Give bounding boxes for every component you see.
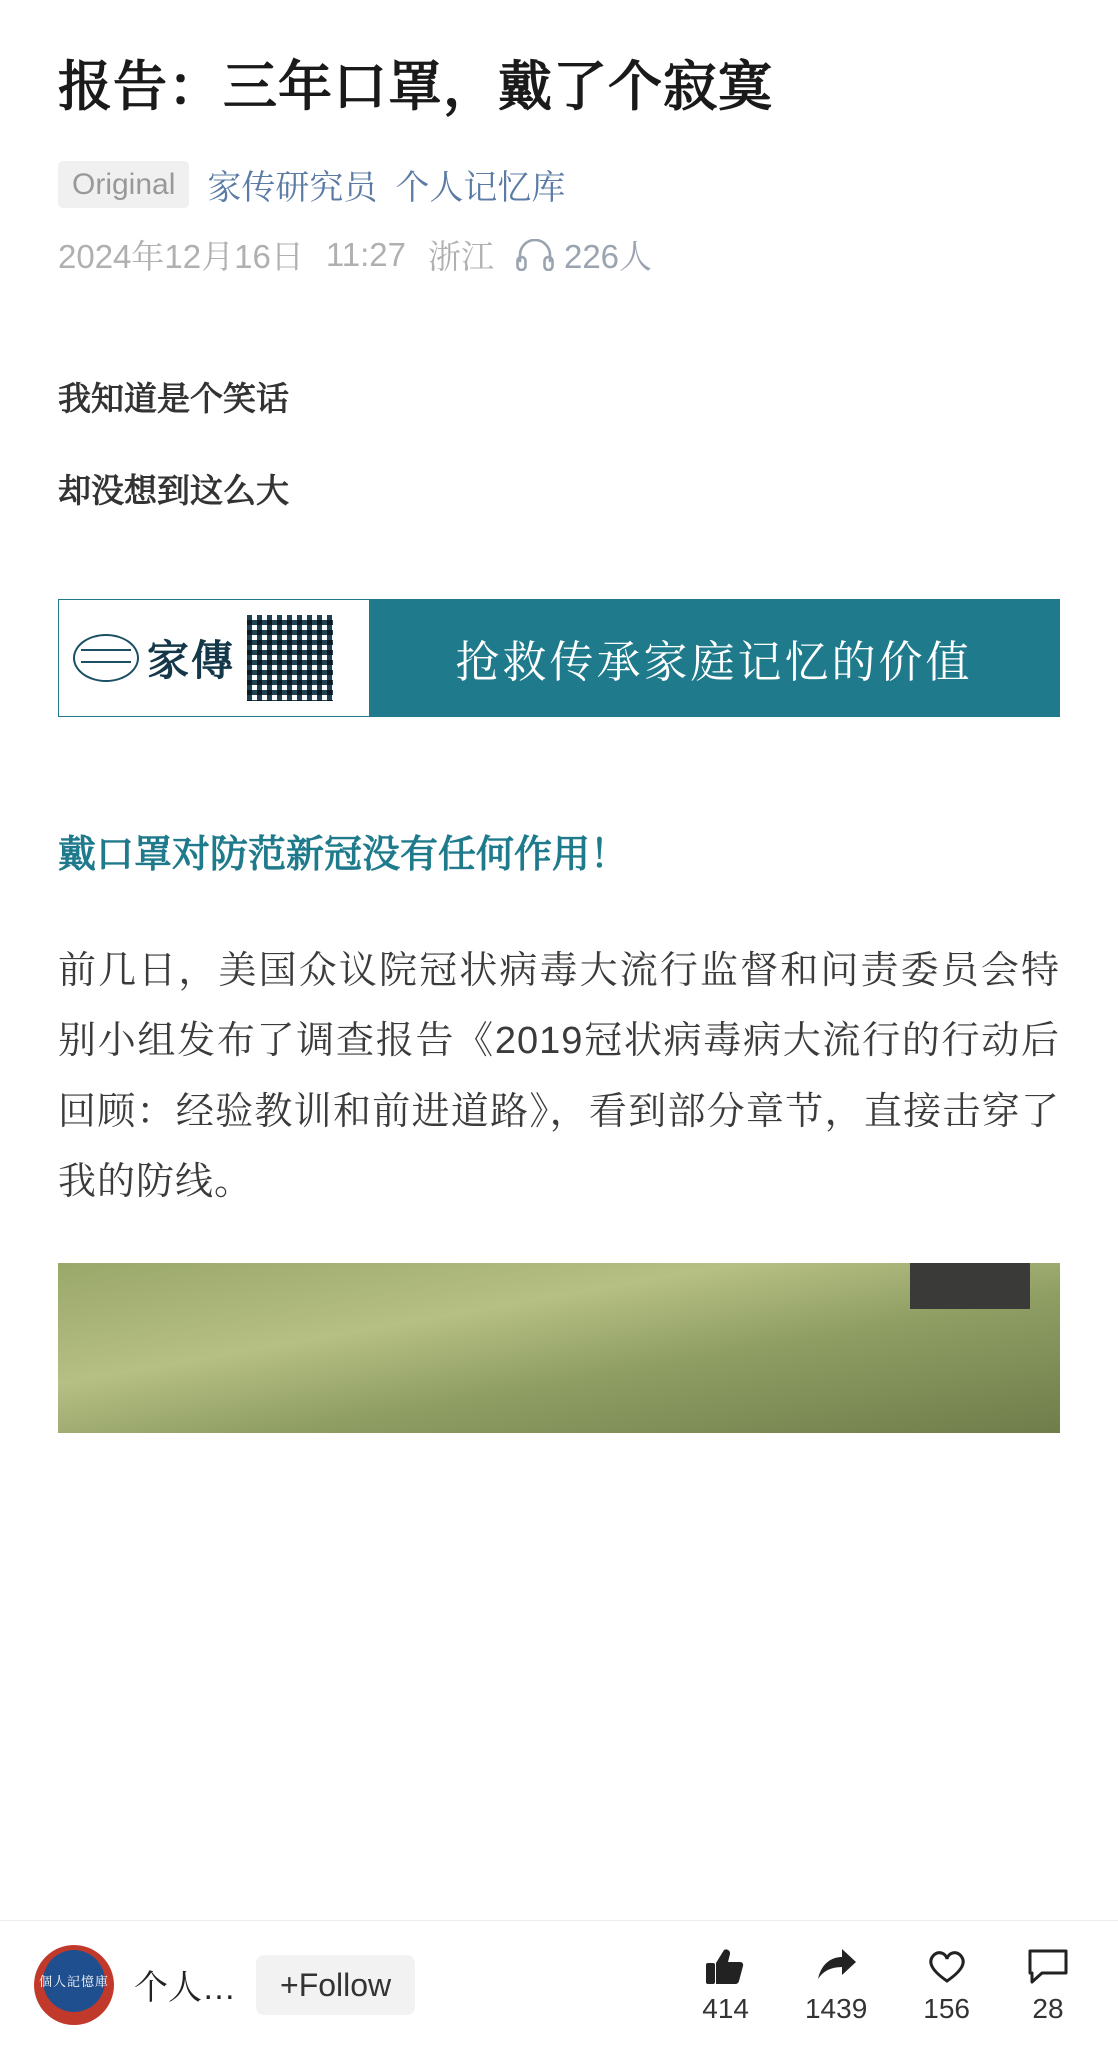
lead-block [58,374,1060,515]
account-link[interactable]: 个人记忆库 [395,169,566,208]
share-icon [814,1945,858,1987]
favorite-count: 156 [923,1992,970,2024]
avatar[interactable] [34,1945,114,2025]
publish-location: 浙江 [427,238,494,276]
lead-line-2: 却没想到这么大 [58,471,289,509]
follow-button[interactable]: +Follow [256,1955,415,2015]
lead-line-1: 我知道是个笑话 [58,380,289,418]
like-button[interactable] [702,1945,749,2025]
comment-icon [1026,1945,1070,1987]
like-count: 414 [702,1992,749,2024]
original-badge: Original [58,161,189,208]
thumbs-up-icon [704,1945,748,1987]
author-link[interactable]: 家传研究员 [207,169,378,208]
section-heading: 戴口罩对防范新冠没有任何作用！ [58,834,629,877]
share-button[interactable] [805,1945,867,2025]
brand-logo-text: 家傳 [147,639,236,686]
comment-count: 28 [1032,1992,1064,2024]
listen-button[interactable] [516,231,652,278]
article-image [58,1263,1060,1433]
qr-code-icon[interactable] [247,615,333,701]
share-count: 1439 [804,1992,868,2024]
brand-logo-icon [73,634,139,682]
byline [58,160,1060,209]
comment-button[interactable] [1026,1945,1070,2025]
headphone-icon [516,239,554,271]
promo-banner[interactable] [58,599,1060,717]
heart-icon [925,1945,969,1987]
promo-banner-left [59,600,369,716]
article-meta [58,231,1060,278]
page-title: 报告：三年口罩，戴了个寂寞 [58,57,773,117]
avatar-label: 個人記憶庫 [38,1973,109,1989]
body-paragraph: 前几日，美国众议院冠状病毒大流行监督和问责委员会特别小组发布了调查报告《2019冠状病毒病大流行的行动后回顾：经验教训和前进道路》，看到部分章节，直接击穿了我的防线。 [58,950,1060,1204]
listen-count: 226人 [563,238,653,276]
action-group [702,1945,1084,2025]
favorite-button[interactable] [923,1945,970,2025]
publish-time: 11:27 [325,235,406,273]
bottom-action-bar [0,1920,1118,2048]
account-name[interactable]: 个人… [134,1969,236,2007]
promo-banner-slogan: 抢救传承家庭记忆的价值 [369,600,1059,716]
publish-date: 2024年12月16日 [58,238,304,276]
